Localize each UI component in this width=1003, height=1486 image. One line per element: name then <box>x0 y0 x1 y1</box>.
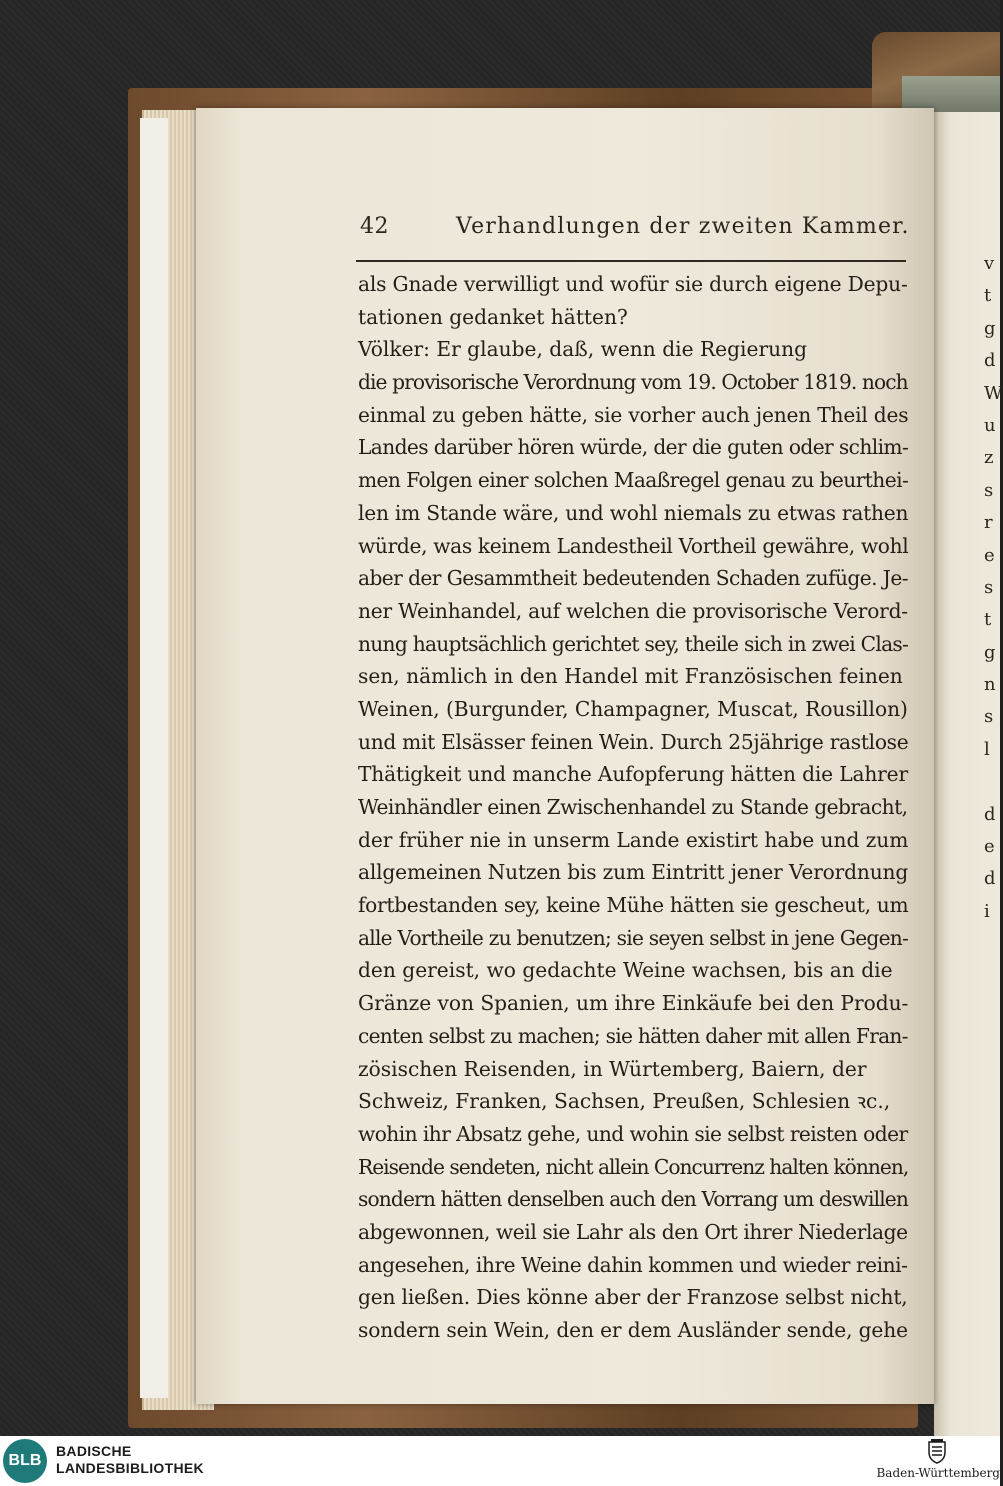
facing-page-letters <box>984 248 1003 1025</box>
text-line: den gereist, wo gedachte Weine wachsen, bis an die <box>358 958 893 983</box>
text-line: die provisorische Verordnung vom 19. October 1819. noch <box>358 370 908 395</box>
page-number: 42 <box>360 214 389 239</box>
facing-letter <box>984 961 1000 993</box>
facing-letter <box>984 766 1000 798</box>
facing-letter: n <box>984 674 996 696</box>
text-line: Thätigkeit und manche Aufopferung hätten die Lahrer <box>358 762 908 787</box>
facing-letter: s <box>984 576 994 598</box>
facing-letter: g <box>984 641 996 663</box>
facing-letter: g <box>984 317 996 339</box>
text-line: würde, was keinem Landestheil Vortheil gewähre, wohl <box>358 533 909 558</box>
library-name-line2: LANDESBIBLIOTHEK <box>56 1460 204 1476</box>
facing-letter <box>984 993 1000 1025</box>
facing-letter: e <box>984 544 995 566</box>
facing-letter: d <box>984 350 996 372</box>
text-line: einmal zu geben hätte, sie vorher auch jenen Theil des <box>358 402 909 427</box>
facing-letter: t <box>984 285 992 307</box>
facing-letter: s <box>984 479 994 501</box>
viewer-footer <box>0 1436 1000 1486</box>
text-line: alle Vortheile zu benutzen; sie seyen selbst in jene Gegen- <box>358 925 909 950</box>
text-line: zösischen Reisenden, in Würtemberg, Baiern, der <box>358 1056 867 1081</box>
text-line: gen ließen. Dies könne aber der Franzose selbst nicht, <box>358 1285 908 1310</box>
text-line: centen selbst zu machen; sie hätten daher mit allen Fran- <box>358 1023 908 1048</box>
text-line: allgemeinen Nutzen bis zum Eintritt jener Verordnung <box>358 860 909 885</box>
running-title: Verhandlungen der zweiten Kammer. <box>456 214 910 239</box>
facing-letter: u <box>984 414 996 436</box>
library-name-line1: BADISCHE <box>56 1443 132 1459</box>
page-body-text <box>358 268 908 1347</box>
text-line: len im Stande wäre, und wohl niemals zu etwas rathen <box>358 500 909 525</box>
facing-letter: v <box>984 253 995 274</box>
facing-letter: d <box>984 803 996 825</box>
library-name[interactable] <box>56 1443 256 1477</box>
text-line: abgewonnen, weil sie Lahr als den Ort ihrer Niederlage <box>358 1219 908 1244</box>
facing-letter: i <box>984 900 990 922</box>
text-line: wohin ihr Absatz gehe, und wohin sie selbst reisten oder <box>358 1121 908 1146</box>
facing-letter: e <box>984 836 995 858</box>
coat-of-arms-icon <box>926 1438 948 1464</box>
text-line: aber der Gesammtheit bedeutenden Schaden zufüge. Je- <box>358 566 908 591</box>
text-line: der früher nie in unserm Lande existirt habe und zum <box>358 827 909 852</box>
text-line: Weinen, (Burgunder, Champagner, Muscat, Rousillon) <box>358 696 908 721</box>
text-line: angesehen, ihre Weine dahin kommen und wieder reini- <box>358 1252 908 1277</box>
text-line: Schweiz, Franken, Sachsen, Preußen, Schlesien ꝛc., <box>358 1089 891 1114</box>
text-line: ner Weinhandel, auf welchen die provisorische Verord- <box>358 598 908 623</box>
text-line: als Gnade verwilligt und wofür sie durch eigene Depu- <box>358 272 908 296</box>
facing-letter: t <box>984 609 992 631</box>
blb-logo[interactable]: BLB <box>3 1439 47 1483</box>
state-name: Baden-Württemberg <box>876 1466 1000 1480</box>
text-line: tationen gedanket hätten? <box>358 304 628 329</box>
text-line: Völker: Er glaube, daß, wenn die Regierung <box>358 337 808 362</box>
facing-letter <box>984 928 1000 960</box>
header-rule <box>356 260 906 262</box>
facing-letter: d <box>984 868 996 890</box>
text-line: Landes darüber hören würde, der die guten oder schlim- <box>358 435 909 460</box>
text-line: men Folgen einer solchen Maaßregel genau zu beurthei- <box>358 468 909 493</box>
facing-letter: z <box>984 447 994 469</box>
text-line: fortbestanden sey, keine Mühe hätten sie gescheut, um <box>358 893 909 918</box>
facing-letter: l <box>984 738 990 760</box>
text-line: sondern sein Wein, den er dem Ausländer sende, gehe <box>358 1318 908 1342</box>
text-line: Weinhändler einen Zwischenhandel zu Stande gebracht, <box>358 795 908 819</box>
text-line: Gränze von Spanien, um ihre Einkäufe bei den Produ- <box>358 991 909 1016</box>
facing-letter: W <box>984 382 1003 404</box>
text-line: Reisende sendeten, nicht allein Concurrenz halten können, <box>358 1154 909 1179</box>
text-line: nung hauptsächlich gerichtet sey, theile sich in zwei Clas- <box>358 631 909 656</box>
facing-letter: s <box>984 706 994 728</box>
running-header <box>360 214 910 246</box>
text-line: und mit Elsässer feinen Wein. Durch 25jährige rastlose <box>358 729 909 754</box>
page-stack-front <box>140 118 168 1398</box>
text-line: sondern hätten denselben auch den Vorrang um deswillen <box>358 1187 908 1212</box>
facing-letter: r <box>984 512 993 534</box>
text-line: sen, nämlich in den Handel mit Französischen feinen <box>358 664 903 689</box>
